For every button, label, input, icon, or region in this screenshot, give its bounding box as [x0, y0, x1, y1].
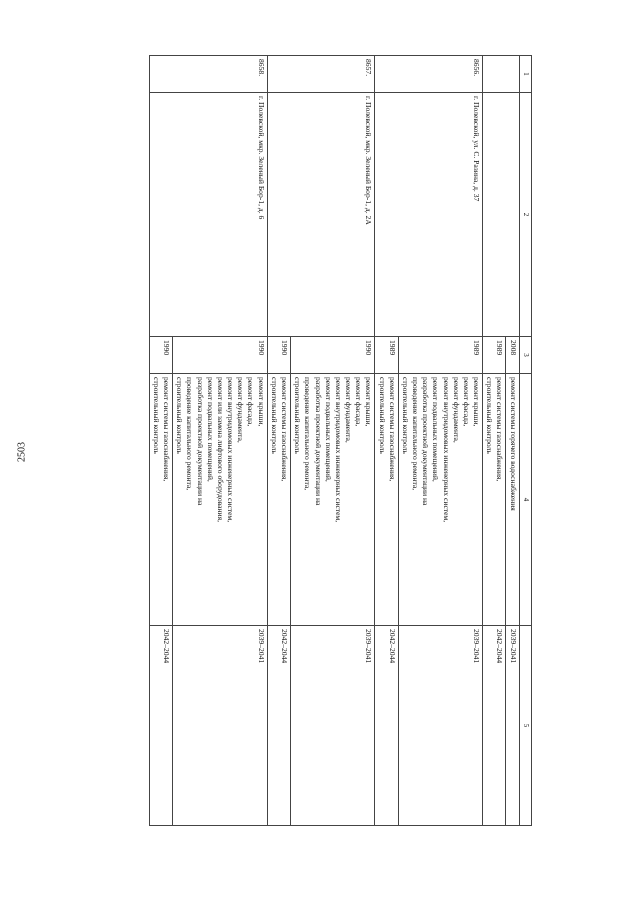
work-types-cell — [506, 374, 519, 626]
table-row — [267, 56, 290, 826]
work-item: ремонт крыши, — [364, 377, 374, 427]
house-number-cell — [375, 56, 398, 93]
address-cell — [483, 93, 506, 337]
period-cell: 2039–2041 — [398, 626, 482, 826]
year-cell: 1990 — [267, 337, 290, 374]
year-cell: 1990 — [173, 337, 268, 374]
work-types-cell — [291, 374, 375, 626]
year-cell: 1990 — [149, 337, 172, 374]
address-cell — [506, 93, 519, 337]
period-cell: 2039–2041 — [506, 626, 519, 826]
work-types-cell — [398, 374, 482, 626]
work-types-cell — [375, 374, 398, 626]
work-item: ремонт системы газоснабжения, — [162, 377, 172, 482]
table-row — [398, 56, 482, 826]
period-cell: 2039–2041 — [173, 626, 268, 826]
work-item: проведение капитального ремонта, — [411, 377, 421, 491]
work-types-cell — [149, 374, 172, 626]
house-number-cell — [267, 56, 290, 93]
work-item: строительный контроль — [377, 377, 387, 454]
address-cell — [267, 93, 290, 337]
work-item: проведение капитального ремонта, — [303, 377, 313, 491]
year-cell: 1989 — [398, 337, 482, 374]
work-item: ремонт крыши, — [256, 377, 266, 427]
house-number-cell — [483, 56, 506, 93]
work-item: ремонт системы газоснабжения, — [495, 377, 505, 482]
work-item: ремонт фасада, — [246, 377, 256, 427]
header-cell: 2 — [519, 93, 531, 337]
work-item: строительный контроль — [269, 377, 279, 454]
year-cell: 1990 — [291, 337, 375, 374]
work-item: разработка проектной документации на — [195, 377, 205, 506]
work-item: ремонт системы газоснабжения, — [280, 377, 290, 482]
table-row — [506, 56, 519, 826]
work-item: ремонт фундамента, — [236, 377, 246, 443]
work-item: строительный контроль — [293, 377, 303, 454]
period-cell: 2039–2041 — [291, 626, 375, 826]
period-cell: 2042–2044 — [375, 626, 398, 826]
work-item: строительный контроль — [400, 377, 410, 454]
table-row — [483, 56, 506, 826]
work-item: ремонт фундамента, — [344, 377, 354, 443]
work-item: строительный контроль — [175, 377, 185, 454]
table-row — [375, 56, 398, 826]
work-item: ремонт фасада, — [354, 377, 364, 427]
table-row — [173, 56, 268, 826]
table-row — [149, 56, 172, 826]
work-item: ремонт внутридомовых инженерных систем, — [333, 377, 343, 523]
address-cell: г. Полевской, мкр. Зеленый Бор-1, д. 2А — [291, 93, 375, 337]
work-item: ремонт внутридомовых инженерных систем, — [441, 377, 451, 523]
year-cell: 2008 — [506, 337, 519, 374]
repair-schedule-table — [149, 55, 532, 826]
house-number-cell: 8656. — [398, 56, 482, 93]
work-item: разработка проектной документации на — [313, 377, 323, 506]
work-types-cell — [267, 374, 290, 626]
work-item: ремонт крыши, — [472, 377, 482, 427]
work-types-cell — [483, 374, 506, 626]
work-item: ремонт фасада, — [461, 377, 471, 427]
header-cell: 4 — [519, 374, 531, 626]
address-cell: г. Полевской, ул. С. Разина, д. 37 — [398, 93, 482, 337]
address-cell: г. Полевской, мкр. Зеленый Бор-1, д. 6 — [173, 93, 268, 337]
house-number-cell — [149, 56, 172, 93]
header-cell: 3 — [519, 337, 531, 374]
period-cell: 2042–2044 — [483, 626, 506, 826]
work-item: разработка проектной документации на — [421, 377, 431, 506]
work-item: строительный контроль — [151, 377, 161, 454]
period-cell: 2042–2044 — [149, 626, 172, 826]
work-item: ремонт внутридомовых инженерных систем, — [226, 377, 236, 523]
work-item: ремонт системы горячего водоснабжения — [508, 377, 518, 511]
house-number-cell — [506, 56, 519, 93]
year-cell: 1989 — [483, 337, 506, 374]
house-number-cell: 8657. — [291, 56, 375, 93]
work-item: ремонт подвальных помещений, — [205, 377, 215, 482]
header-row — [519, 56, 531, 826]
period-cell: 2042–2044 — [267, 626, 290, 826]
work-item: ремонт подвальных помещений, — [323, 377, 333, 482]
page-number: 2503 — [16, 442, 28, 462]
work-item: ремонт подвальных помещений, — [431, 377, 441, 482]
address-cell — [375, 93, 398, 337]
work-types-cell — [173, 374, 268, 626]
address-cell — [149, 93, 172, 337]
work-item: ремонт или замена лифтового оборудования, — [215, 377, 225, 522]
house-number-cell: 8658. — [173, 56, 268, 93]
year-cell: 1989 — [375, 337, 398, 374]
work-item: проведение капитального ремонта, — [185, 377, 195, 491]
header-cell: 5 — [519, 626, 531, 826]
table-row — [291, 56, 375, 826]
header-cell: 1 — [519, 56, 531, 93]
work-item: ремонт фундамента, — [451, 377, 461, 443]
work-item: ремонт системы газоснабжения, — [387, 377, 397, 482]
work-item: строительный контроль — [485, 377, 495, 454]
